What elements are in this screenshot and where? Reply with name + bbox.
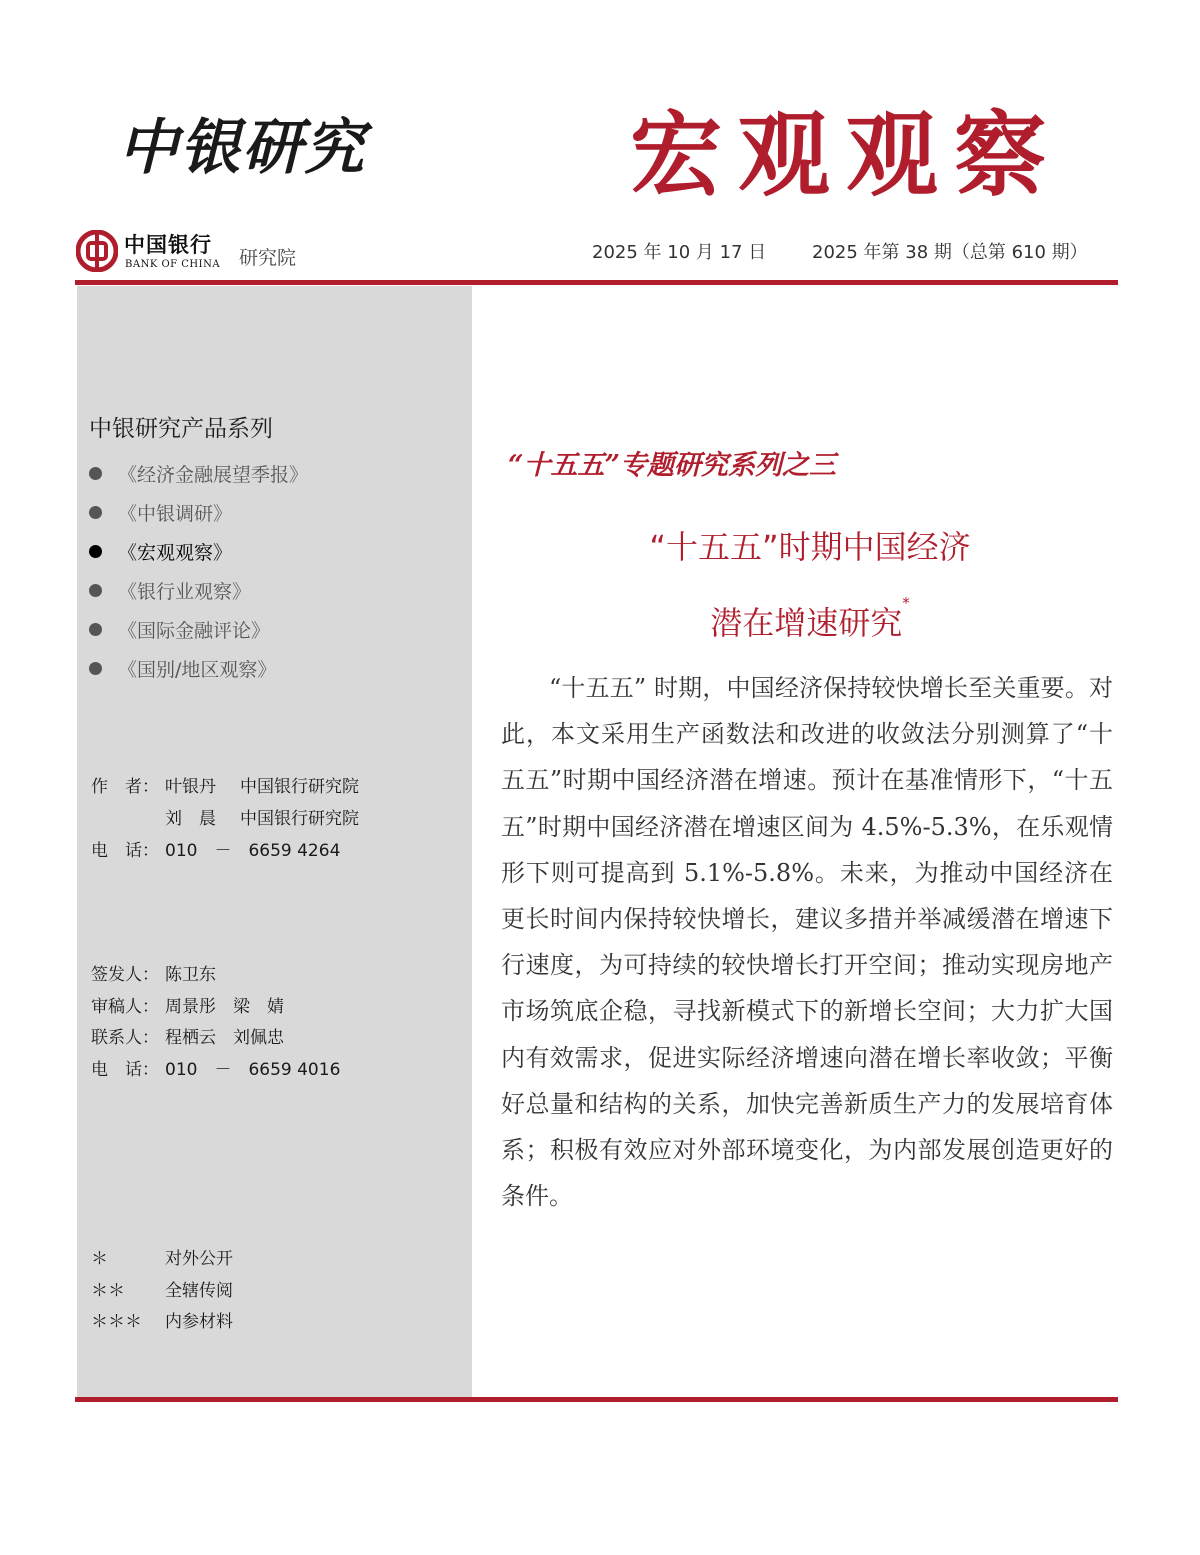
product-item bbox=[89, 571, 308, 610]
reviewer-row bbox=[91, 992, 284, 1017]
issue-date: 2025 年 10 月 17 日 bbox=[592, 242, 767, 263]
author-name: 叶银丹 bbox=[165, 777, 216, 797]
security-stars: ＊＊＊ bbox=[91, 1312, 142, 1332]
security-label: 对外公开 bbox=[165, 1249, 233, 1269]
article-title-text: 潜在增速研究 bbox=[710, 604, 903, 642]
footnote-mark: * bbox=[902, 594, 910, 612]
product-item bbox=[89, 493, 308, 532]
subject-series-heading: “十五五”专题研究系列之三 bbox=[508, 450, 837, 481]
article-title-line1: “十五五”时期中国经济 bbox=[649, 528, 971, 566]
reviewers: 周景彤 梁 婧 bbox=[165, 997, 284, 1017]
bullet-icon bbox=[89, 584, 102, 597]
phone-label: 电 话： bbox=[91, 841, 159, 861]
bullet-icon bbox=[89, 506, 102, 519]
institute-name: 研究院 bbox=[239, 247, 297, 269]
product-label: 《国际金融评论》 bbox=[118, 620, 271, 642]
bullet-icon bbox=[89, 467, 102, 480]
author-org: 中国银行研究院 bbox=[240, 809, 359, 829]
contact-phone-row bbox=[91, 1055, 340, 1080]
security-stars: ＊＊ bbox=[91, 1281, 125, 1301]
contact-phone: 010 － 6659 4016 bbox=[165, 1060, 341, 1080]
product-label: 《银行业观察》 bbox=[118, 581, 252, 603]
contact-row bbox=[91, 1023, 284, 1048]
series-title: 宏观观察 bbox=[630, 101, 1063, 209]
product-item bbox=[89, 610, 308, 649]
security-label: 全辖传阅 bbox=[165, 1281, 233, 1301]
issue-number: 2025 年第 38 期（总第 610 期） bbox=[812, 242, 1088, 263]
author-phone: 010 － 6659 4264 bbox=[165, 841, 341, 861]
security-row bbox=[91, 1307, 233, 1332]
bottom-divider bbox=[75, 1397, 1118, 1402]
signer-label: 签发人： bbox=[91, 965, 159, 985]
bank-of-china-logo-icon bbox=[76, 230, 118, 272]
reviewer-label: 审稿人： bbox=[91, 997, 159, 1017]
author-name: 刘 晨 bbox=[165, 809, 216, 829]
product-item-current bbox=[89, 532, 308, 571]
bullet-icon bbox=[89, 545, 102, 558]
sidebar bbox=[77, 286, 472, 1397]
author-phone-row bbox=[91, 836, 340, 861]
article-title-line2 bbox=[500, 594, 1120, 644]
brand-calligraphy: 中银研究 bbox=[118, 113, 366, 183]
product-label: 《国别/地区观察》 bbox=[118, 659, 277, 681]
bank-name-cn: 中国银行 bbox=[124, 232, 212, 257]
author-row bbox=[91, 804, 359, 829]
top-divider bbox=[75, 280, 1118, 285]
product-label: 《经济金融展望季报》 bbox=[118, 464, 309, 486]
contact-label: 联系人： bbox=[91, 1028, 159, 1048]
bullet-icon bbox=[89, 662, 102, 675]
contacts: 程栖云 刘佩忠 bbox=[165, 1028, 284, 1048]
security-label: 内参材料 bbox=[165, 1312, 233, 1332]
product-label: 《宏观观察》 bbox=[118, 542, 233, 564]
product-item bbox=[89, 454, 308, 493]
signer: 陈卫东 bbox=[165, 965, 216, 985]
security-row bbox=[91, 1276, 233, 1301]
security-stars: ＊ bbox=[91, 1249, 108, 1269]
author-row bbox=[91, 772, 359, 797]
signer-row bbox=[91, 960, 216, 985]
product-label: 《中银调研》 bbox=[118, 503, 233, 525]
product-list bbox=[89, 454, 308, 688]
contact-phone-label: 电 话： bbox=[91, 1060, 159, 1080]
security-row bbox=[91, 1244, 233, 1269]
authors-label: 作 者： bbox=[91, 777, 159, 797]
sidebar-heading: 中银研究产品系列 bbox=[89, 416, 273, 442]
product-item bbox=[89, 649, 308, 688]
author-org: 中国银行研究院 bbox=[240, 777, 359, 797]
bullet-icon bbox=[89, 623, 102, 636]
bank-name-en: BANK OF CHINA bbox=[125, 259, 221, 270]
article-summary: “十五五” 时期，中国经济保持较快增长至关重要。对此，本文采用生产函数法和改进的收敛法分别测算了“十五五”时期中国经济潜在增速。预计在基准情形下，“十五五”时期中国经济潜在增速区间为 4.5%-5.3%，在乐观情形下则可提高到 5.1%-5.8%。未来，为推动中国经济在更长时间内保持较快增长，建议多措并举减缓潜在增速下行速度，为可持续的较快增长打开空间；推动实现房地产市场筑底企稳，寻找新模式下的新增长空间；大力扩大国内有效需求，促进实际经济增速向潜在增长率收敛；平衡好总量和结构的关系，加快完善新质生产力的发展培育体系；积极有效应对外部环境变化，为内部发展创造更好的条件。 bbox=[501, 674, 1113, 1211]
